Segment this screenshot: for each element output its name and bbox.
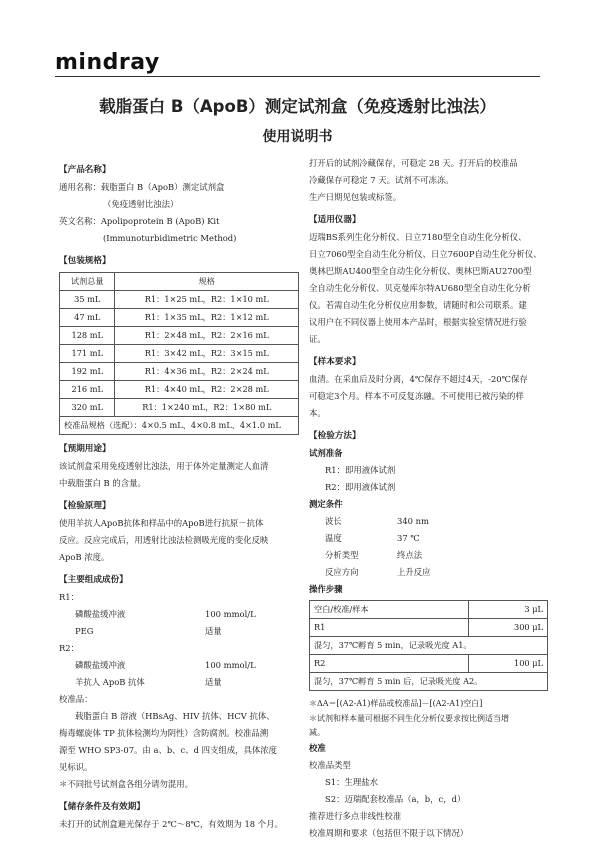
sample-text: 本。 <box>309 408 326 418</box>
conditions-heading: 测定条件 <box>309 499 343 509</box>
method-heading: 【检验方法】 <box>309 431 361 441</box>
component-amount: 适量 <box>205 677 222 687</box>
composition-row <box>59 657 299 674</box>
table-cell: R1：1×25 mL，R2：1×10 mL <box>115 291 299 309</box>
principle-heading: 【检验原理】 <box>59 501 111 511</box>
right-column <box>309 155 548 842</box>
table-row <box>60 291 299 309</box>
r2-label: R2： <box>59 643 80 653</box>
table-row <box>310 637 548 655</box>
table-cell: 空白/校准/样本 <box>310 601 469 619</box>
component-name: 磷酸盐缓冲液 <box>75 609 126 619</box>
storage-text: 生产日期见包装或标签。 <box>309 192 402 202</box>
composition-heading: 【主要组成成份】 <box>59 575 128 585</box>
reagent-prep-item: R2：即用液体试剂 <box>325 482 396 492</box>
instruments-heading: 【适用仪器】 <box>309 215 361 225</box>
instruments-text: 仪。若需自动生化分析仪应用参数，请随时和公司联系。建 <box>309 300 527 310</box>
table-cell: R1：1×35 mL，R2：1×12 mL <box>115 309 299 327</box>
calibration-fit-text: 推荐进行多点非线性校准 <box>309 811 402 821</box>
packaging-table <box>59 272 299 435</box>
sample-heading: 【样本要求】 <box>309 357 361 367</box>
intended-use-heading: 【预期用途】 <box>59 444 111 454</box>
volume-note: 减。 <box>309 728 325 737</box>
component-amount: 100 mmol/L <box>205 660 256 670</box>
storage-text: 打开后的试剂冷藏保存，可稳定 28 天。打开后的校准品 <box>309 158 518 168</box>
table-row <box>310 673 548 691</box>
table-row <box>60 309 299 327</box>
product-name-heading: 【产品名称】 <box>59 165 111 175</box>
table-row <box>60 363 299 381</box>
principle-text: 使用羊抗人ApoB抗体和样品中的ApoB进行抗原－抗体 <box>59 518 264 528</box>
table-cell: 混匀，37℃孵育 5 min，记录吸光度 A1。 <box>310 637 548 655</box>
composition-row <box>59 606 299 623</box>
delta-a-formula: ＊ΔA＝[(A2-A1)样品或校准品]－[(A2-A1)空白] <box>309 699 483 708</box>
table-cell: R1 <box>310 619 469 637</box>
composition-row <box>59 674 299 691</box>
table-row <box>310 601 548 619</box>
calibration-period-text: 校准周期和要求（包括但不限于以下情况） <box>309 828 469 838</box>
table-row <box>60 381 299 399</box>
calibrator-text: 见标识。 <box>59 762 93 772</box>
instruments-text: 奥林巴斯AU400型全自动生化分析仪、奥林巴斯AU2700型 <box>309 266 532 276</box>
table-cell: 128 mL <box>60 327 115 345</box>
composition-row <box>59 623 299 640</box>
document-subtitle: 使用说明书 <box>262 129 333 145</box>
volume-note: ＊试剂和样本量可根据不同生化分析仪要求按比例适当增 <box>309 714 509 723</box>
table-cell: R1：4×36 mL，R2：2×24 mL <box>115 363 299 381</box>
component-amount: 100 mmol/L <box>205 609 256 619</box>
table-row <box>60 327 299 345</box>
condition-value: 37 ℃ <box>397 533 420 543</box>
procedure-table <box>309 600 548 691</box>
en-name-label: 英文名称： <box>59 216 101 226</box>
component-name: 磷酸盐缓冲液 <box>75 660 126 670</box>
table-cell: 216 mL <box>60 381 115 399</box>
table-cell: R2 <box>310 655 469 673</box>
table-cell: 47 mL <box>60 309 115 327</box>
table-row <box>60 345 299 363</box>
table-cell: R1：2×48 mL，R2：2×16 mL <box>115 327 299 345</box>
table-cell: 192 mL <box>60 363 115 381</box>
condition-row <box>309 547 548 564</box>
table-cell: R1：4×40 mL，R2：2×28 mL <box>115 381 299 399</box>
component-name: 羊抗人 ApoB 抗体 <box>75 677 145 687</box>
table-row <box>60 399 299 417</box>
en-name-method: (Immunoturbidimetric Method) <box>103 233 237 243</box>
calibrator-label: 校准品： <box>59 694 93 704</box>
cn-name-method: （免疫透射比浊法） <box>103 199 179 209</box>
condition-name: 分析类型 <box>325 550 359 560</box>
reagent-prep-heading: 试剂准备 <box>309 448 343 458</box>
calibration-heading: 校准 <box>309 743 326 753</box>
storage-heading: 【储存条件及有效期】 <box>59 802 145 812</box>
condition-value: 上升反应 <box>397 567 431 577</box>
intended-use-text: 该试剂盒采用免疫透射比浊法，用于体外定量测定人血清 <box>59 461 269 471</box>
calibrator-spec-note: 校准品规格（选配）：4×0.5 mL、4×0.8 mL、4×1.0 mL <box>60 417 299 435</box>
table-cell: 320 mL <box>60 399 115 417</box>
left-column <box>59 162 299 833</box>
condition-value: 终点法 <box>397 550 423 560</box>
document-title: 载脂蛋白 B（ApoB）测定试剂盒（免疫透射比浊法） <box>99 97 496 116</box>
storage-text: 冷藏保存可稳定 7 天。试剂不可冻冻。 <box>309 175 454 185</box>
instruments-text: 全自动生化分析仪、贝克曼库尔特AU680型全自动生化分析 <box>309 283 531 293</box>
table-row <box>310 619 548 637</box>
table-cell: 171 mL <box>60 345 115 363</box>
table-cell: 混匀，37℃孵育 5 min 后，记录吸光度 A2。 <box>310 673 548 691</box>
calibrator-type-label: 校准品类型 <box>309 760 351 770</box>
cn-name-label: 通用名称： <box>59 182 101 192</box>
calibrator-text: 载脂蛋白 B 溶液（HBsAg、HIV 抗体、HCV 抗体、 <box>75 711 275 721</box>
instruments-text: 日立7060型全自动生化分析仪、日立7600P自动生化分析仪、 <box>309 249 542 259</box>
table-cell: 300 μL <box>469 619 548 637</box>
en-name: Apolipoprotein B (ApoB) Kit <box>100 216 220 226</box>
storage-text: 未打开的试剂盒避光保存于 2℃～8℃，有效期为 18 个月。 <box>59 819 283 829</box>
sample-text: 可稳定3个月。样本不可反复冻融。不可使用已被污染的样 <box>309 391 524 401</box>
component-name: PEG <box>75 626 94 636</box>
condition-row <box>309 564 548 581</box>
packaging-heading: 【包装规格】 <box>59 256 111 266</box>
component-amount: 适量 <box>205 626 222 636</box>
principle-text: 反应。反应完成后，用透射比浊法检测吸光度的变化反映 <box>59 535 269 545</box>
table-row <box>60 417 299 435</box>
instruments-text: 议用户在不同仪器上使用本产品时，根据实验室情况进行验 <box>309 317 527 327</box>
table-cell: 35 mL <box>60 291 115 309</box>
procedure-heading: 操作步骤 <box>309 584 343 594</box>
principle-text: ApoB 浓度。 <box>59 552 110 562</box>
calibrator-item: S2：迈瑞配套校准品（a，b，c，d） <box>325 794 466 804</box>
table-header: 试剂总量 <box>60 273 115 291</box>
instruments-text: 证。 <box>309 334 326 344</box>
calibrator-item: S1：生理盐水 <box>325 777 378 787</box>
table-header-row <box>60 273 299 291</box>
condition-row <box>309 513 548 530</box>
mindray-logo: mindray <box>55 50 160 75</box>
header-rule <box>55 76 540 77</box>
table-cell: R1：3×42 mL，R2：3×15 mL <box>115 345 299 363</box>
intended-use-text: 中载脂蛋白 B 的含量。 <box>59 478 146 488</box>
cn-name: 载脂蛋白 B（ApoB）测定试剂盒 <box>100 182 225 192</box>
calibrator-text: 源至 WHO SP3-07。由 a、b、c、d 四支组成，具体浓度 <box>59 745 278 755</box>
condition-name: 温度 <box>325 533 342 543</box>
condition-name: 波长 <box>325 516 342 526</box>
sample-text: 血清。在采血后及时分离，4℃保存不超过4天，-20℃保存 <box>309 374 528 384</box>
table-cell: 100 μL <box>469 655 548 673</box>
r1-label: R1： <box>59 592 80 602</box>
reagent-prep-item: R1：即用液体试剂 <box>325 465 396 475</box>
condition-value: 340 nm <box>397 516 429 526</box>
table-cell: R1：1×240 mL，R2：1×80 mL <box>115 399 299 417</box>
condition-name: 反应方向 <box>325 567 359 577</box>
table-cell: 3 μL <box>469 601 548 619</box>
table-row <box>310 655 548 673</box>
instruments-text: 迈瑞BS系列生化分析仪、日立7180型全自动生化分析仪、 <box>309 232 527 242</box>
calibrator-text: 梅毒螺旋体 TP 抗体检测均为阴性）含防腐剂。校准品溯 <box>59 728 269 738</box>
lot-mixing-note: ＊不同批号试剂盒各组分请勿混用。 <box>59 779 193 789</box>
table-header: 规格 <box>115 273 299 291</box>
condition-row <box>309 530 548 547</box>
